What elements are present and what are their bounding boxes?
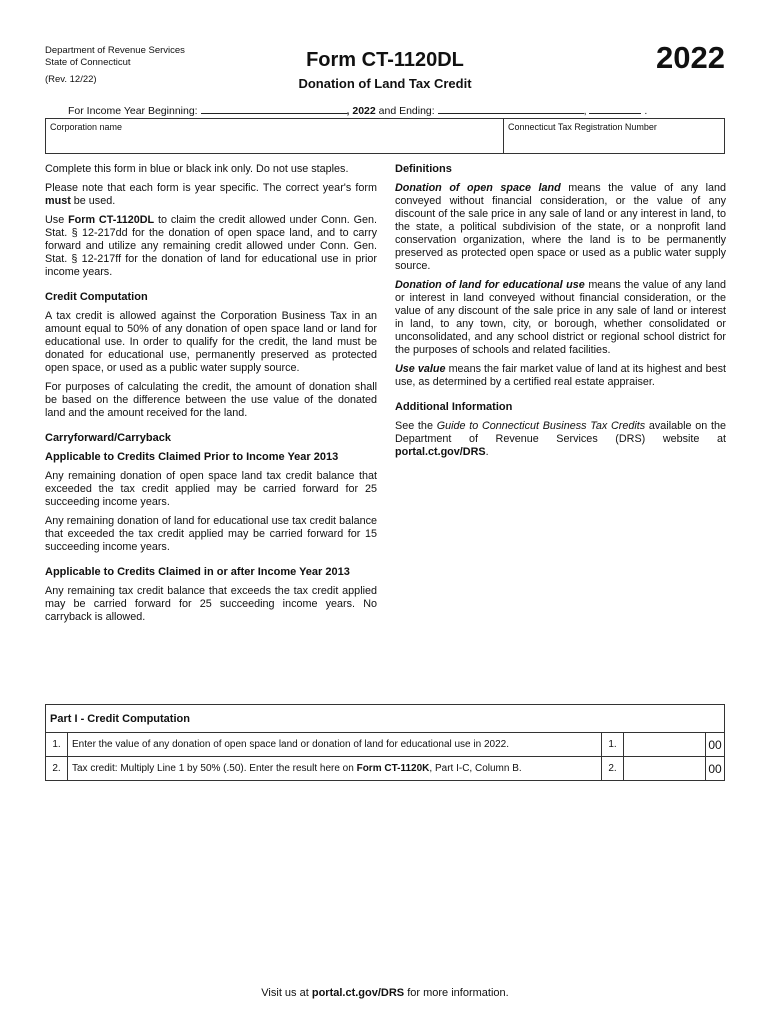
tax-year: 2022 bbox=[656, 40, 725, 75]
open-space-carryforward: Any remaining donation of open space land tax credit balance that exceeded the tax credit applied may be carried forward for 25 succeeding income years. bbox=[45, 470, 377, 508]
definition-use-value bbox=[395, 363, 726, 389]
usage-paragraph bbox=[45, 214, 377, 279]
line-1-ref: 1. bbox=[602, 733, 624, 757]
taxpayer-info-box bbox=[45, 118, 725, 154]
corporation-name-field[interactable] bbox=[46, 119, 503, 153]
income-year-ending-label: and Ending: bbox=[378, 105, 435, 117]
line-1-text: Enter the value of any donation of open space land or donation of land for educational use in 2022. bbox=[72, 739, 509, 750]
educational-carryforward: Any remaining donation of land for educational use tax credit balance that exceeded the tax credit applied may be carried forward for 15 succeeding income years. bbox=[45, 515, 377, 553]
income-year-end-field[interactable] bbox=[438, 103, 584, 114]
income-year-end-year-field[interactable] bbox=[589, 103, 641, 114]
line-1-amount-field[interactable] bbox=[624, 733, 725, 757]
income-year-beginning-label: For Income Year Beginning: bbox=[68, 105, 198, 117]
footer-post: for more information. bbox=[407, 987, 509, 999]
after-2013-paragraph: Any remaining tax credit balance that exceeds the tax credit applied may be carried forward for 25 succeeding income years. No carryback is allowed. bbox=[45, 585, 377, 623]
definition-educational bbox=[395, 279, 726, 357]
definitions-heading: Definitions bbox=[395, 163, 452, 175]
revision: (Rev. 12/22) bbox=[45, 74, 97, 85]
form-title: Form CT-1120DL bbox=[306, 49, 464, 71]
additional-info-period: . bbox=[485, 446, 489, 458]
line-2-cents: 00 bbox=[705, 757, 724, 780]
educational-text: means the value of any land or interest in land conveyed without financial consideration, or the value of any discount of the sale price in any sale of land or interest in land, to any town, city, or borough, whether consolidated or unconsolidated, and any school district or regional school district for the purposes of schools and related facilities. bbox=[395, 279, 726, 356]
line-1-number: 1. bbox=[46, 733, 68, 757]
use-value-term: Use value bbox=[395, 363, 446, 375]
income-year-begin-field[interactable] bbox=[201, 103, 347, 114]
line-2-after: , Part I-C, Column B. bbox=[429, 763, 522, 774]
ink-instruction: Complete this form in blue or black ink only. Do not use staples. bbox=[45, 163, 349, 175]
additional-info-pre: See the bbox=[395, 420, 433, 432]
open-space-text: means the value of any land conveyed without financial consideration, or the value of any discount of the sale price in any sale of land or any interest in land, to the state, a political subdivision of the state, or a nonprofit land conservation organization, where the land is to be permanently preserved as protected open space or used as a public water supply source. bbox=[395, 182, 726, 272]
dept-name: Department of Revenue Services bbox=[45, 45, 185, 56]
additional-info-text: available on the Department of Revenue Services (DRS) website at bbox=[395, 420, 726, 445]
credit-paragraph: A tax credit is allowed against the Corporation Business Tax in an amount equal to 50% of any donation of open space land or land for educational use. In order to qualify for the credit, the land must be donated for educational use, permanently preserved as protected open space, or used as a public water supply source. bbox=[45, 310, 377, 374]
must-emphasis: must bbox=[45, 195, 71, 207]
year-specific-end: be used. bbox=[73, 195, 116, 207]
instructions-left-column bbox=[45, 163, 377, 630]
footer bbox=[0, 987, 770, 999]
tax-registration-label: Connecticut Tax Registration Number bbox=[508, 122, 657, 132]
state-name: State of Connecticut bbox=[45, 57, 131, 68]
line-2-amount-field[interactable] bbox=[624, 757, 725, 781]
line-2-description bbox=[68, 757, 602, 781]
definitions-right-column bbox=[395, 163, 726, 465]
use-value-text: means the fair market value of land at its highest and best use, as determined by a certified real estate appraiser. bbox=[395, 363, 726, 388]
footer-link[interactable]: portal.ct.gov/DRS bbox=[311, 987, 405, 999]
line-2-number: 2. bbox=[46, 757, 68, 781]
credit-computation-heading: Credit Computation bbox=[45, 291, 148, 303]
line-2-row bbox=[46, 757, 725, 781]
calculation-paragraph: For purposes of calculating the credit, the amount of donation shall be based on the difference between the use value of the donated land and the amount received for the land. bbox=[45, 381, 377, 419]
line-1-description bbox=[68, 733, 602, 757]
line-2-ref: 2. bbox=[602, 757, 624, 781]
prior-2013-heading: Applicable to Credits Claimed Prior to Income Year 2013 bbox=[45, 451, 339, 463]
line-1-cents: 00 bbox=[705, 733, 724, 756]
line-2-text: Tax credit: Multiply Line 1 by 50% (.50). Enter the result here on bbox=[72, 763, 354, 774]
form-subtitle: Donation of Land Tax Credit bbox=[298, 76, 472, 91]
corporation-name-label: Corporation name bbox=[50, 122, 123, 132]
usage-text: to claim the credit allowed under Conn. Gen. Stat. § 12-217dd for the donation of open space land, and to carry forward and utilize any remaining credit allowed under Conn. Gen. Stat. § 12-217ff for the donation of land for educational use in prior income years. bbox=[45, 214, 378, 278]
income-year-mid: , 2022 bbox=[346, 105, 376, 117]
usage-pre: Use bbox=[45, 214, 65, 226]
year-specific-text: Please note that each form is year specific. The correct year's form bbox=[45, 182, 377, 194]
additional-info-paragraph bbox=[395, 420, 726, 459]
educational-term: Donation of land for educational use bbox=[395, 279, 585, 291]
guide-title: Guide to Connecticut Business Tax Credits bbox=[436, 420, 646, 432]
line-1-row bbox=[46, 733, 725, 757]
year-specific-note bbox=[45, 182, 377, 208]
usage-form-name: Form CT-1120DL bbox=[68, 214, 155, 226]
footer-pre: Visit us at bbox=[261, 987, 309, 999]
line-2-form-name: Form CT-1120K bbox=[356, 763, 430, 774]
definition-open-space bbox=[395, 182, 726, 273]
income-year-line: For Income Year Beginning: , 2022 and Ending: , . bbox=[68, 105, 648, 117]
open-space-term: Donation of open space land bbox=[395, 182, 561, 194]
tax-registration-field[interactable] bbox=[504, 119, 724, 153]
additional-info-heading: Additional Information bbox=[395, 401, 513, 413]
carryforward-heading: Carryforward/Carryback bbox=[45, 432, 171, 444]
drs-website-link[interactable]: portal.ct.gov/DRS bbox=[395, 446, 486, 458]
part-1-title: Part I - Credit Computation bbox=[46, 705, 725, 733]
after-2013-heading: Applicable to Credits Claimed in or after Income Year 2013 bbox=[45, 566, 350, 578]
part-1-table bbox=[45, 704, 725, 781]
